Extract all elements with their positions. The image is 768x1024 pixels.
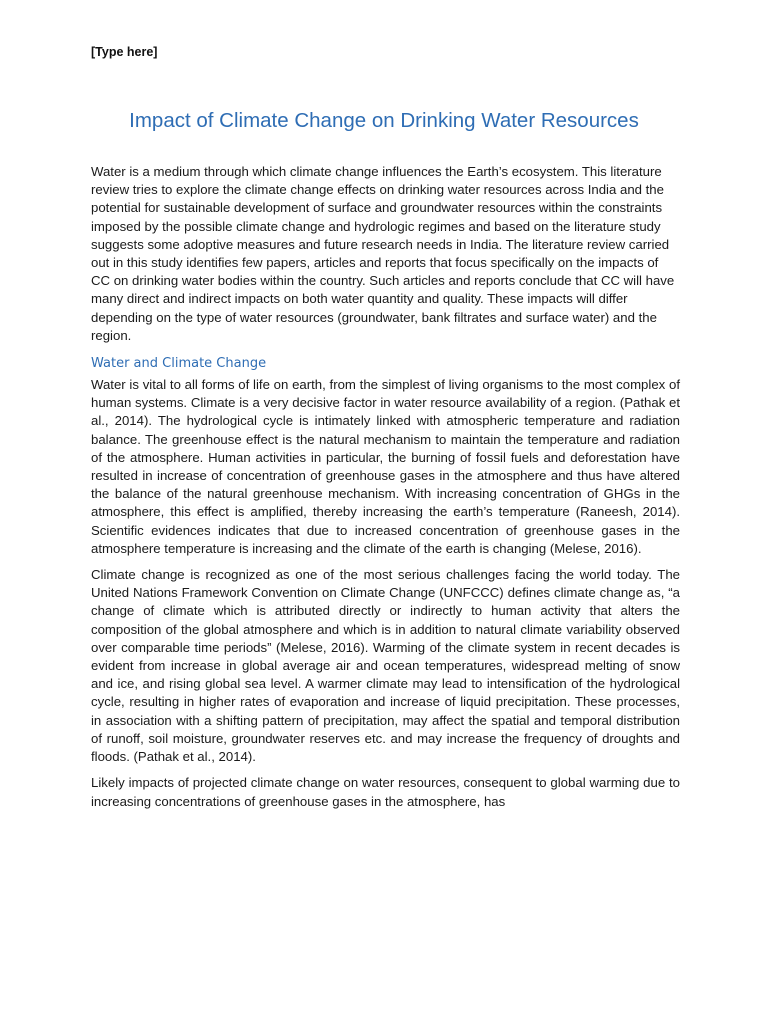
header-placeholder[interactable]: [Type here] [91, 45, 158, 59]
intro-paragraph: Water is a medium through which climate change influences the Earth’s ecosystem. This literature review tries to explore the climate change effects on drinking water resources across India and the potential for sustainable development of surface and groundwater resources within the constraints imposed by the possible climate change and hydrologic regimes and based on the literature study suggests some adoptive measures and future research needs in India. The literature review carried out in this study identifies few papers, articles and reports that focus specifically on the impacts of CC on drinking water bodies within the country. Such articles and reports conclude that CC will have many direct and indirect impacts on both water quantity and quality. These impacts will differ depending on the type of water resources (groundwater, bank filtrates and surface water) and the region. [91, 164, 675, 343]
document-body [91, 163, 680, 819]
body-paragraph-3: Likely impacts of projected climate change on water resources, consequent to global warming due to increasing concentrations of greenhouse gases in the atmosphere, has [91, 775, 680, 809]
section-heading: Water and Climate Change [91, 356, 267, 372]
document-title: Impact of Climate Change on Drinking Water Resources [129, 109, 639, 132]
body-paragraph-2: Climate change is recognized as one of the most serious challenges facing the world today. The United Nations Framework Convention on Climate Change (UNFCCC) defines climate change as, “a change of climate which is attributed directly or indirectly to human activity that alters the composition of the global atmosphere and which is in addition to natural climate variability observed over comparable time periods” (Melese, 2016). Warming of the climate system in recent decades is evident from increase in global average air and ocean temperatures, widespread melting of snow and ice, and rising global sea level. A warmer climate may lead to intensification of the hydrological cycle, resulting in higher rates of evaporation and increase of liquid precipitation. These processes, in association with a shifting pattern of precipitation, may affect the spatial and temporal distribution of runoff, soil moisture, groundwater reserves etc. and may increase the frequency of droughts and floods. (Pathak et al., 2014). [91, 567, 680, 765]
body-paragraph-1: Water is vital to all forms of life on earth, from the simplest of living organisms to the most complex of human systems. Climate is a very decisive factor in water resource availability of a region. (Pathak et al., 2014). The hydrological cycle is intimately linked with atmospheric temperature and radiation balance. The greenhouse effect is the natural mechanism to maintain the temperature and radiation of the atmosphere. Human activities in particular, the burning of fossil fuels and deforestation have resulted in increase of concentration of greenhouse gases in the atmosphere and thus have altered the balance of the natural greenhouse mechanism. With increasing concentration of GHGs in the atmosphere, this effect is amplified, thereby increasing the earth’s temperature (Raneesh, 2014). Scientific evidences indicates that due to increased concentration of greenhouse gases in the atmosphere temperature is increasing and the climate of the earth is changing (Melese, 2016). [91, 377, 680, 556]
